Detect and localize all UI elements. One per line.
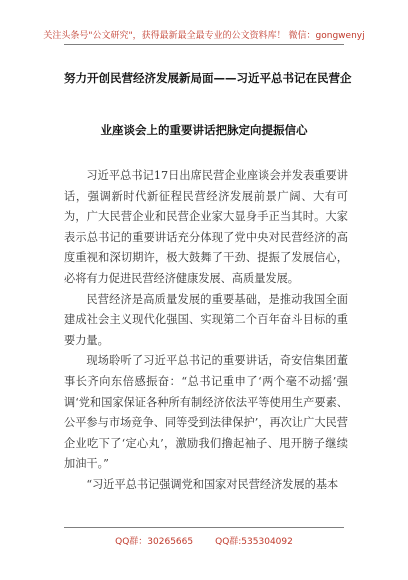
document-title-line-1: 努力开创民营经济发展新局面——习近平总书记在民营企 — [64, 71, 352, 85]
footer-qq-group-1: QQ群：30265665 — [115, 537, 194, 547]
body-paragraph: “习近平总书记强调党和国家对民营经济发展的基本 — [86, 477, 339, 491]
body-paragraph: 习近平总书记17日出席民营企业座谈会并发表重要讲话，强调新时代新征程民营经济发展前景广阔、大有可为，广大民营企业和民营企业家大显身手正当其时。大家表示总书记的重要讲话充分体现了党中央对民营经济的高度重视和深切期许，极大鼓舞了干劲、提振了发展信心，必将有力促进民营经济健康发展、高质量发展。 — [64, 169, 348, 285]
footer-divider — [64, 527, 344, 528]
footer-qq-group-2: QQ群:535304092 — [215, 537, 293, 547]
header-note: 关注头条号"公文研究"，获得最新最全最专业的公文资料库！ 微信：gongwenyj — [43, 31, 365, 41]
header-divider — [64, 44, 344, 45]
body-paragraph: 现场聆听了习近平总书记的重要讲话，奇安信集团董事长齐向东倍感振奋：“总书记重申了‘两个毫不动摇’强调‘党和国家保证各种所有制经济依法平等使用生产要素、公平参与市场竞争、同等受到法律保护’，再次让广大民营企业吃下了‘定心丸’，激励我们撸起袖子、甩开膀子继续加油干。” — [64, 354, 348, 471]
footer — [0, 534, 408, 547]
document-body — [64, 166, 348, 496]
body-paragraph: 民营经济是高质量发展的重要基础，是推动我国全面建成社会主义现代化强国、实现第二个百年奋斗目标的重要力量。 — [64, 292, 348, 347]
document-title-line-2: 业座谈会上的重要讲话把脉定向提振信心 — [100, 123, 308, 137]
